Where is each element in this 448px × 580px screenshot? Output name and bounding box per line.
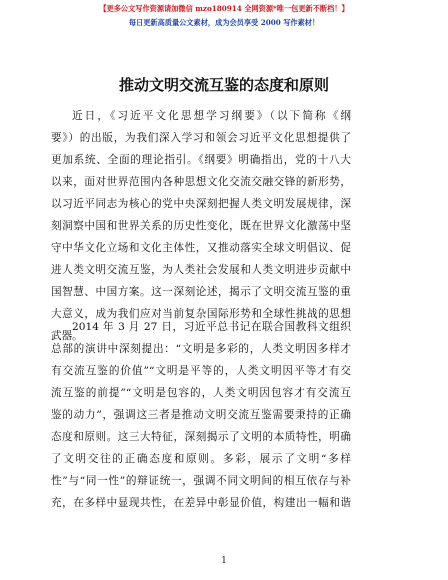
paragraph-1: [51, 105, 351, 347]
promo-banner-line-1: 【更多公文写作资源请加微信 mzo180914 全网资源*唯一包更新不断档！】: [99, 4, 349, 13]
paragraph-line: 2014 年 3 月 27 日，习近平总书记在联合国教科文组织: [72, 321, 351, 333]
paragraph-line: 充，在多样中显现共性，在差异中彰显价值，构建出一幅和谐: [51, 497, 351, 509]
paragraph-2: [51, 316, 351, 514]
paragraph-line: 大意义，成为我们应对当前复杂国际形势和全球性挑战的思想: [51, 308, 351, 320]
paragraph-line: 进人类文明交流互鉴，为人类社会发展和人类文明进步贡献中: [51, 264, 351, 276]
paragraph-line: 流互鉴的前提”“文明是包容的，人类文明因包容才有交流互: [51, 387, 351, 399]
document-title: 推动文明交流互鉴的态度和原则: [118, 76, 329, 94]
paragraph-line: 要》）的出版，为我们深入学习和领会习近平文化思想提供了: [51, 132, 351, 144]
paragraph-line: 以来，面对世界范围内各种思想文化交流交融交锋的新形势，: [51, 176, 351, 188]
paragraph-line: 有交流互鉴的价值”“文明是平等的，人类文明因平等才有交: [51, 365, 351, 377]
page-number: 1: [221, 556, 227, 566]
paragraph-line: 了文明交往的正确态度和原则。多彩，展示了文明“多样: [51, 453, 351, 465]
paragraph-line: 总部的演讲中深刻提出：“文明是多彩的，人类文明因多样才: [51, 343, 351, 355]
paragraph-line: 武器。: [51, 330, 83, 342]
paragraph-line: 近日，《习近平文化思想学习纲要》（以下简称《纲: [72, 110, 351, 122]
paragraph-line: 更加系统、全面的理论指引。《纲要》明确指出，党的十八大: [51, 154, 351, 166]
paragraph-line: 刻洞察中国和世界关系的历史性变化，既在世界文化激荡中坚: [51, 220, 351, 232]
paragraph-line: 守中华文化立场和文化主体性，又推动落实全球文明倡议、促: [51, 242, 351, 254]
promo-banner-line-2: 每日更新高质量公文素材，成为会员享受 2000 写作素材！: [128, 18, 320, 27]
paragraph-line: 性”与“同一性”的辩证统一，强调不同文明间的相互依存与补: [51, 475, 351, 487]
paragraph-line: 鉴的动力”，强调这三者是推动文明交流互鉴需要秉持的正确: [51, 409, 351, 421]
paragraph-line: 以习近平同志为核心的党中央深刻把握人类文明发展规律，深: [51, 198, 351, 210]
paragraph-line: 态度和原则。这三大特征，深刻揭示了文明的本质特性，明确: [51, 431, 351, 443]
paragraph-line: 国智慧、中国方案。这一深刻论述，揭示了文明交流互鉴的重: [51, 286, 351, 298]
